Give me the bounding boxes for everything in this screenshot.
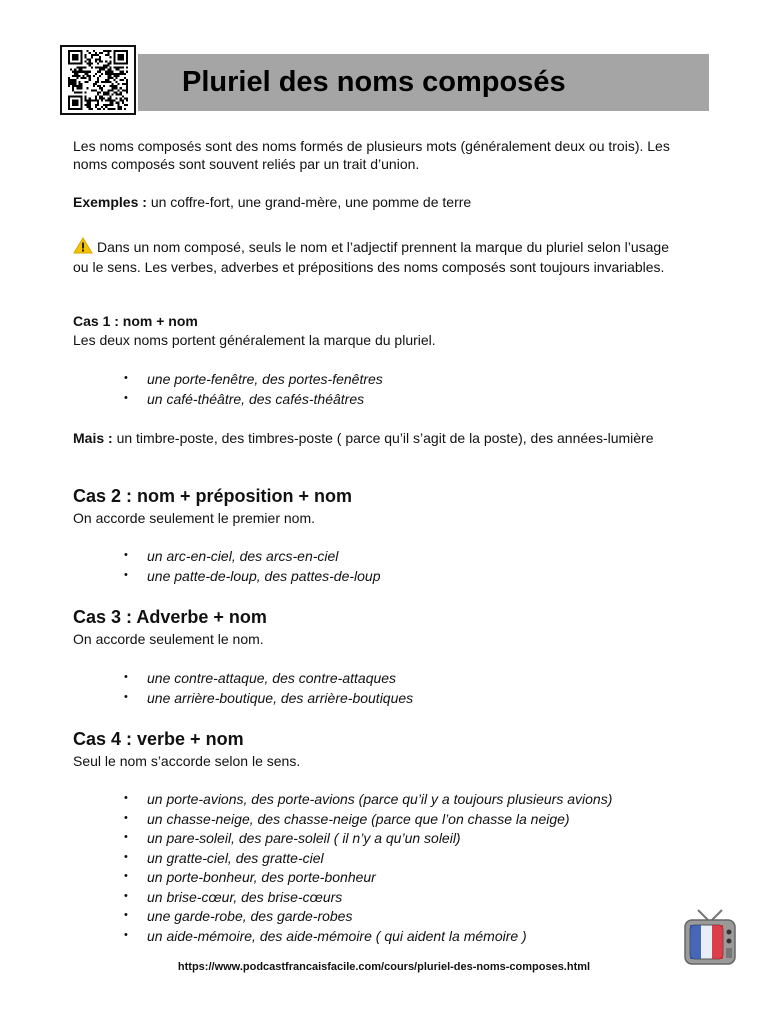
- list-item: [122, 888, 612, 908]
- cas4-title: Cas 4 : verbe + nom: [73, 729, 244, 749]
- bullet-marker: •: [124, 391, 128, 404]
- warning-icon: [73, 237, 93, 258]
- list-item-text: un aide-mémoire, des aide-mémoire ( qui aident la mémoire ): [147, 927, 527, 944]
- list-item-text: une contre-attaque, des contre-attaques: [147, 670, 397, 686]
- list-item-text: un café-théâtre, des cafés-théâtres: [147, 390, 365, 407]
- list-item: [122, 689, 413, 709]
- bullet-marker: •: [124, 909, 128, 921]
- cas2-description: On accorde seulement le premier nom.: [73, 510, 315, 526]
- cas4-description: Seul le nom s’accorde selon le sens.: [73, 753, 301, 769]
- list-item: [122, 790, 612, 810]
- list-item: [122, 849, 612, 869]
- list-item-text: un gratte-ciel, des gratte-ciel: [147, 849, 324, 866]
- mais-label: Mais :: [73, 430, 113, 446]
- cas2-title: Cas 2 : nom + préposition + nom: [73, 486, 353, 506]
- bullet-marker: •: [124, 792, 128, 804]
- mais-text: un timbre-poste, des timbres-poste ( parce qu’il s’agit de la poste), des années-lumière: [112, 430, 654, 446]
- list-item: [122, 547, 381, 567]
- list-item: [122, 868, 612, 888]
- list-item-text: une arrière-boutique, des arrière-boutiques: [147, 689, 414, 706]
- list-item-text: une porte-fenêtre, des portes-fenêtres: [147, 371, 383, 387]
- list-item-text: un porte-avions, des porte-avions (parce qu’il y a toujours plusieurs avions): [147, 791, 613, 807]
- warning-paragraph: [73, 237, 673, 276]
- list-item: [122, 829, 612, 849]
- bullet-marker: •: [124, 690, 128, 703]
- list-item-text: un pare-soleil, des pare-soleil ( il n’y a qu’un soleil): [147, 830, 461, 846]
- list-item: [122, 927, 612, 947]
- cas3-title: Cas 3 : Adverbe + nom: [73, 607, 267, 627]
- cas3-description: On accorde seulement le nom.: [73, 631, 264, 647]
- examples-paragraph: [73, 193, 673, 211]
- qr-code-icon: [60, 45, 136, 115]
- list-item: [122, 669, 413, 689]
- list-item-text: une patte-de-loup, des pattes-de-loup: [147, 567, 381, 584]
- page-title: Pluriel des noms composés: [182, 66, 566, 98]
- footer-url[interactable]: https://www.podcastfrancaisfacile.com/cours/pluriel-des-noms-composes.html: [177, 961, 591, 973]
- cas1-title: Cas 1 : nom + nom: [73, 313, 198, 329]
- bullet-marker: •: [124, 928, 128, 941]
- list-item-text: un brise-cœur, des brise-cœurs: [147, 888, 343, 905]
- cas1-description: Les deux noms portent généralement la marque du pluriel.: [73, 332, 436, 348]
- list-item: [122, 810, 612, 830]
- mais-paragraph: [73, 429, 673, 447]
- bullet-marker: •: [124, 889, 128, 902]
- list-item-text: un arc-en-ciel, des arcs-en-ciel: [147, 548, 339, 564]
- list-item: [122, 390, 383, 410]
- bullet-marker: •: [124, 568, 128, 581]
- bullet-marker: •: [124, 811, 128, 824]
- bullet-marker: •: [124, 870, 128, 882]
- bullet-marker: •: [124, 850, 128, 863]
- warning-text: Dans un nom composé, seuls le nom et l’adjectif prennent la marque du pluriel selon l’usage ou le sens. Les verbes, adverbes et prépositions des noms composés sont toujours invariables.: [73, 239, 669, 275]
- bullet-marker: •: [124, 549, 128, 561]
- cas1-list: [122, 370, 383, 409]
- cas2-list: [122, 547, 381, 586]
- list-item: [122, 907, 612, 927]
- cas4-list: [122, 790, 612, 946]
- list-item-text: un chasse-neige, des chasse-neige (parce que l’on chasse la neige): [147, 810, 570, 827]
- list-item: [122, 370, 383, 390]
- bullet-marker: •: [124, 831, 128, 843]
- list-item-text: un porte-bonheur, des porte-bonheur: [147, 869, 376, 885]
- examples-text: un coffre-fort, une grand-mère, une pomme de terre: [146, 194, 472, 210]
- bullet-marker: •: [124, 671, 128, 683]
- bullet-marker: •: [124, 372, 128, 384]
- cas3-list: [122, 669, 413, 708]
- examples-label: Exemples :: [73, 194, 147, 210]
- list-item: [122, 567, 381, 587]
- list-item-text: une garde-robe, des garde-robes: [147, 908, 353, 924]
- intro-paragraph: Les noms composés sont des noms formés de plusieurs mots (généralement deux ou trois). Les noms composés sont souvent reliés par un trait d’union.: [73, 138, 670, 172]
